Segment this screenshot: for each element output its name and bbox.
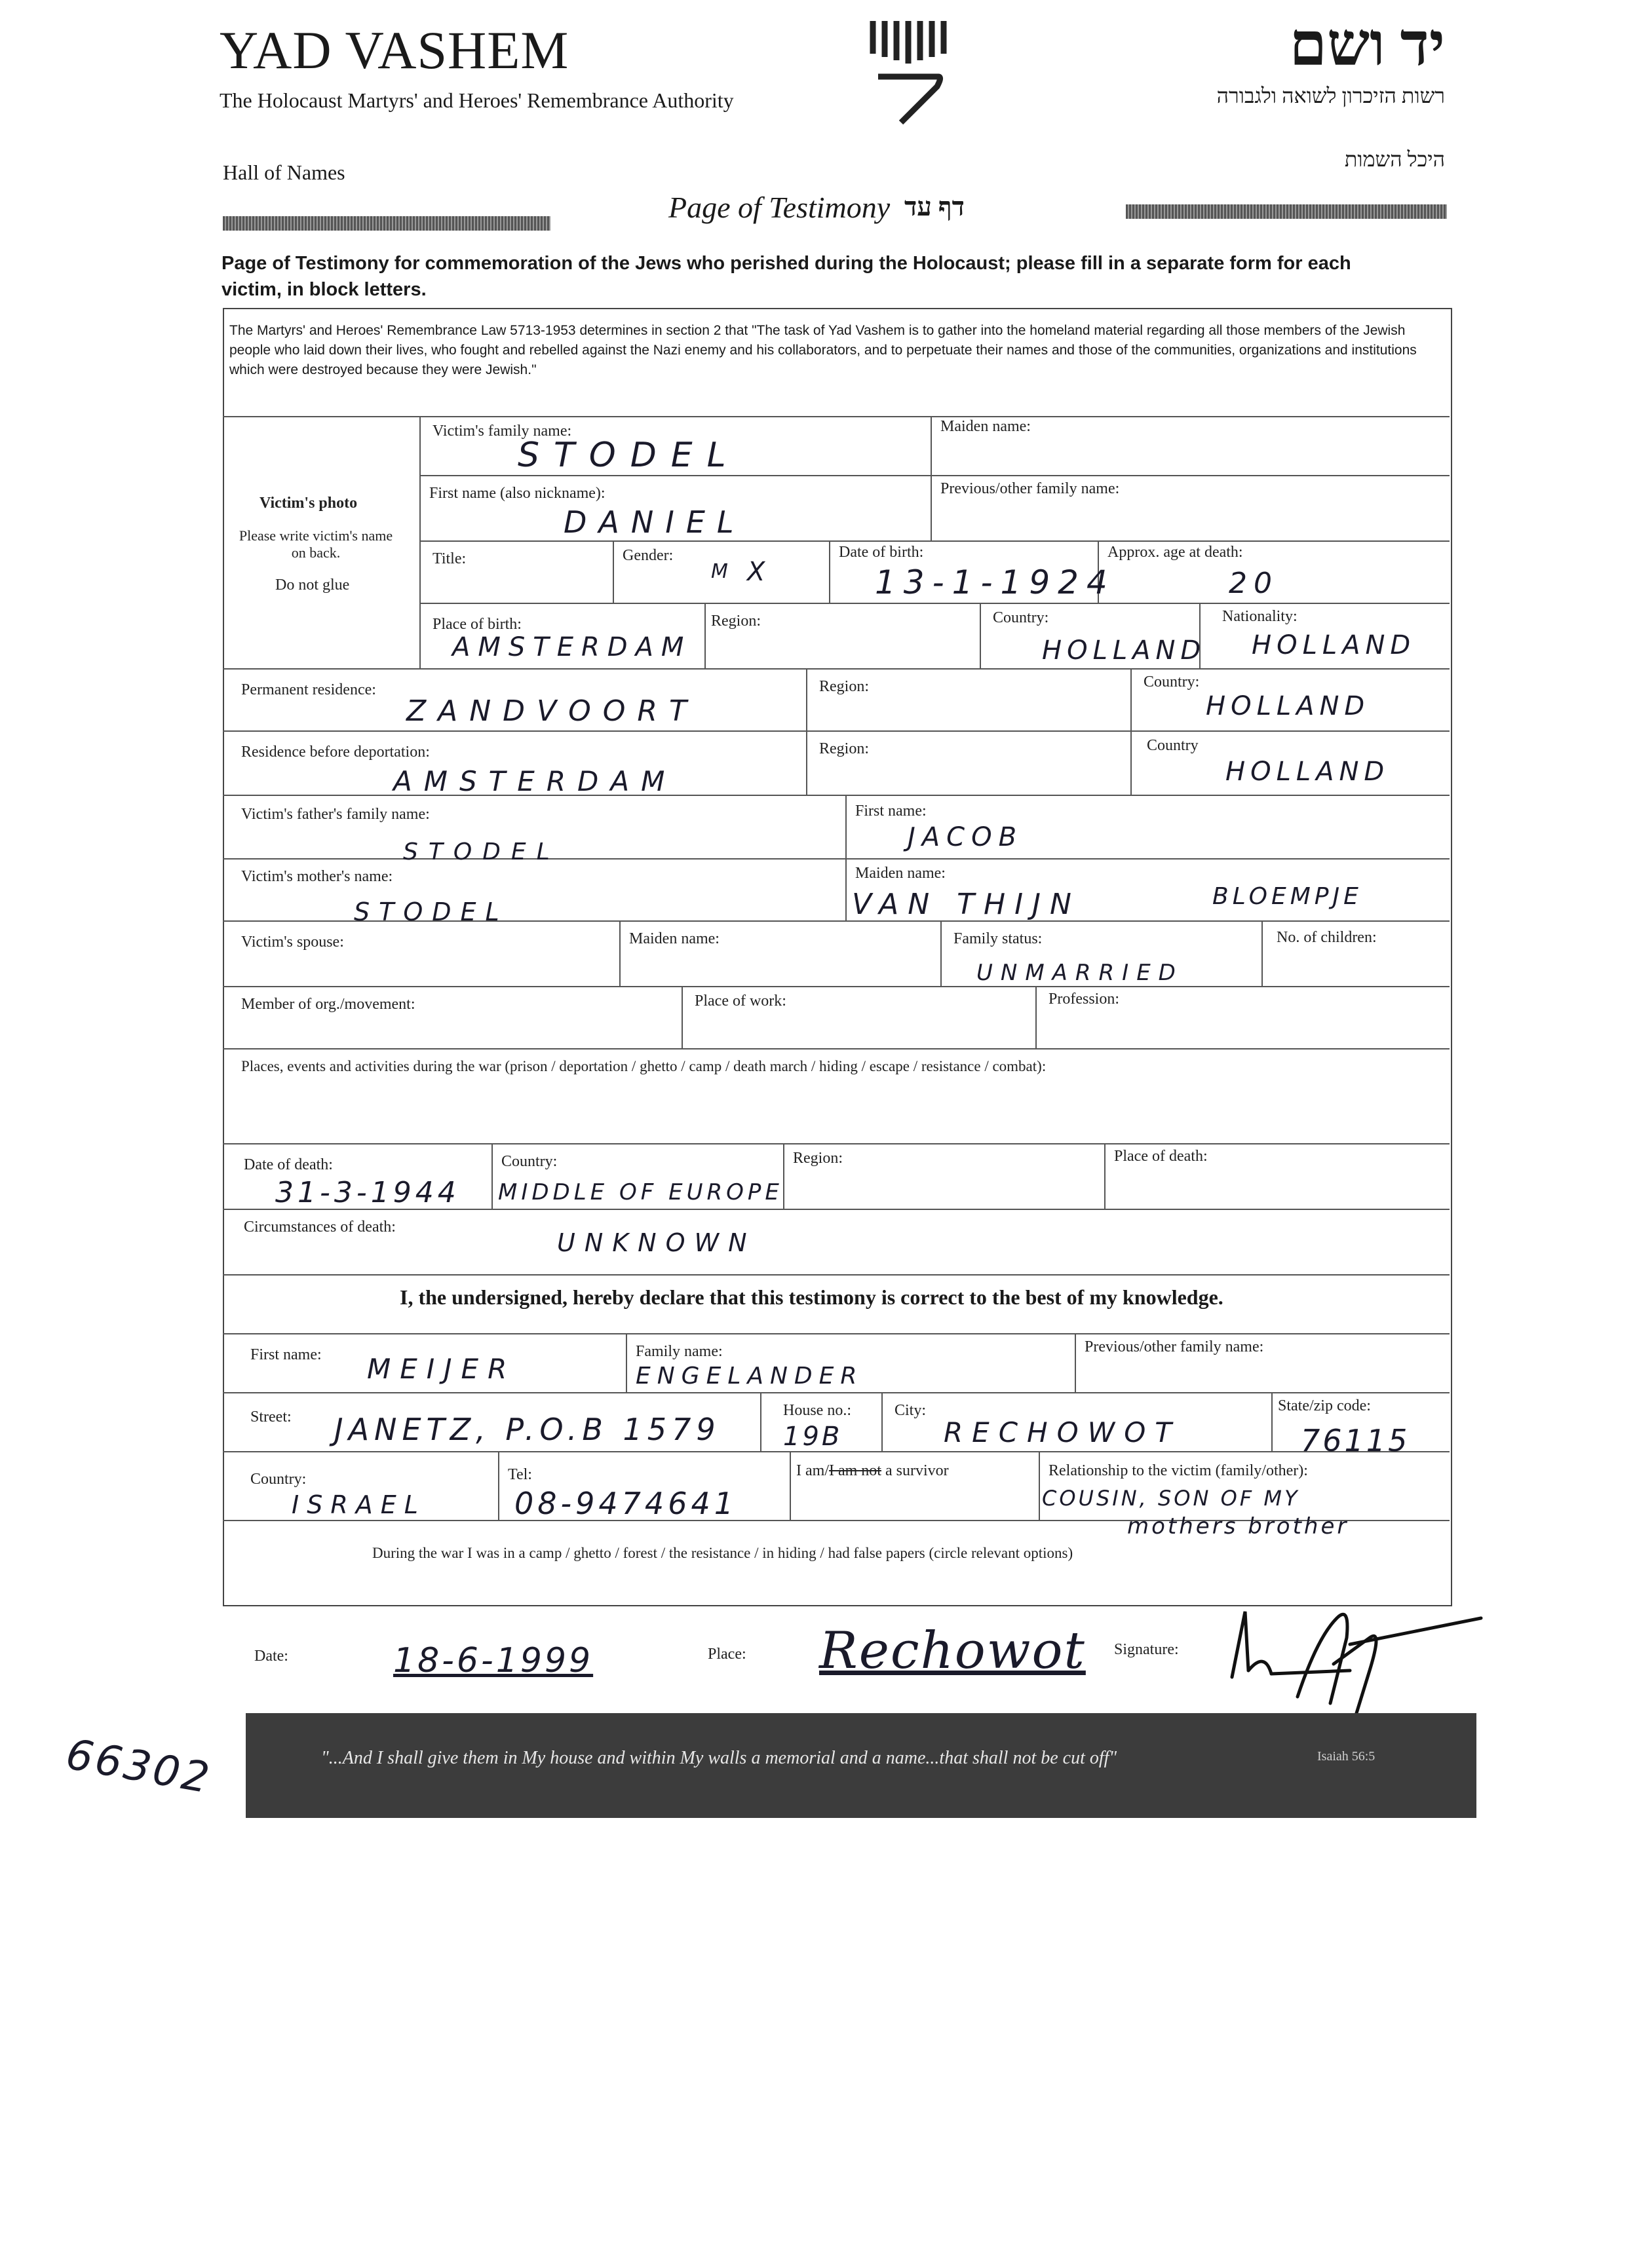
label-survivor <box>796 1462 949 1480</box>
label-signature: Signature: <box>1114 1641 1179 1658</box>
label-country: Country: <box>993 609 1049 626</box>
value-perm-residence[interactable]: ZANDVOORT <box>406 694 699 728</box>
label-title: Title: <box>433 550 467 567</box>
divider <box>223 1333 1450 1334</box>
divider <box>498 1451 499 1520</box>
divider <box>223 730 1450 732</box>
photo-title: Victim's photo <box>260 495 358 512</box>
value-zip[interactable]: 76115 <box>1301 1423 1410 1458</box>
hall-of-names: Hall of Names <box>223 161 345 184</box>
value-gender[interactable]: M <box>711 560 735 583</box>
divider <box>626 1333 627 1392</box>
divider <box>1130 668 1132 796</box>
divider <box>829 540 830 603</box>
label-place-of-death: Place of death: <box>1114 1148 1208 1165</box>
divider <box>223 668 1450 670</box>
header-bar-right <box>1126 204 1447 219</box>
label-spouse: Victim's spouse: <box>241 934 344 951</box>
label-date: Date: <box>254 1648 288 1665</box>
label-family-status: Family status: <box>953 930 1043 947</box>
label-place-of-birth: Place of birth: <box>433 616 522 633</box>
org-subtitle-hebrew: רשות הזיכרון לשואה ולגבורה <box>1216 84 1445 107</box>
label-first-name: First name (also nickname): <box>429 485 606 502</box>
divider <box>619 920 621 986</box>
divider <box>980 603 981 668</box>
label-street: Street: <box>250 1408 292 1426</box>
declaration: I, the undersigned, hereby declare that this testimony is correct to the best of my knowledge. <box>400 1285 1223 1309</box>
divider <box>419 603 1450 604</box>
label-city: City: <box>894 1402 927 1419</box>
survivor-am: I am/ <box>796 1462 829 1479</box>
org-title: YAD VASHEM <box>220 20 569 80</box>
label-father-family: Victim's father's family name: <box>241 806 430 823</box>
divider <box>1039 1451 1040 1520</box>
value-family-status[interactable]: UNMARRIED <box>976 960 1183 986</box>
value-relationship-1[interactable]: COUSIN, SON OF MY <box>1042 1486 1300 1511</box>
label-country: Country <box>1147 737 1199 754</box>
label-date-of-death: Date of death: <box>244 1156 333 1173</box>
divider <box>223 1143 1450 1144</box>
divider <box>1271 1392 1273 1451</box>
label-spouse-maiden: Maiden name: <box>629 930 720 947</box>
divider <box>419 475 1450 476</box>
org-title-hebrew: יד ושם <box>1289 11 1445 78</box>
photo-hint: Please write victim's name on back. <box>239 527 393 561</box>
value-submitter-country[interactable]: ISRAEL <box>292 1490 426 1519</box>
law-text: The Martyrs' and Heroes' Remembrance Law 5713-1953 determines in section 2 that "The task of Yad Vashem is to gather into the homeland material regarding all those members of the Jewish people who laid down their lives, who fought and rebelled against the Nazi enemy and his collaborators, and to perpetuate their names and those of the communities, organizations and institutions which were destroyed because they were Jewish." <box>229 323 1417 377</box>
survivor-rest: a survivor <box>881 1462 949 1479</box>
divider <box>223 416 1450 417</box>
label-prev-family-name: Previous/other family name: <box>940 480 1120 497</box>
label-submitter-family: Family name: <box>636 1343 723 1360</box>
label-places-events: Places, events and activities during the war (prison / deportation / ghetto / camp / death march / hiding / escape / resistance / combat): <box>241 1058 1047 1074</box>
divider <box>223 1392 1450 1393</box>
label-mother-name: Victim's mother's name: <box>241 868 393 885</box>
divider <box>419 416 421 668</box>
label-perm-residence: Permanent residence: <box>241 681 376 698</box>
divider <box>704 603 706 668</box>
value-submitter-first[interactable]: MEIJER <box>367 1353 516 1385</box>
label-submitter-first: First name: <box>250 1346 322 1363</box>
label-gender: Gender: <box>623 547 674 564</box>
label-age: Approx. age at death: <box>1107 544 1243 561</box>
label-country: Country: <box>1144 673 1200 690</box>
label-maiden-name: Maiden name: <box>940 418 1031 435</box>
label-place: Place: <box>708 1646 746 1663</box>
label-zip: State/zip code: <box>1278 1397 1371 1414</box>
form-title-hebrew: דף עד <box>904 192 965 221</box>
value-place[interactable]: Rechowot <box>819 1621 1086 1680</box>
divider <box>806 668 807 796</box>
divider <box>419 540 1450 542</box>
value-father-family[interactable]: STODEL <box>403 839 560 865</box>
footer-quote: "...And I shall give them in My house and within My walls a memorial and a name...that shall not be cut off" <box>321 1748 1117 1768</box>
menorah-logo <box>865 14 957 132</box>
divider <box>613 540 614 603</box>
value-age[interactable]: 20 <box>1229 567 1279 600</box>
label-nationality: Nationality: <box>1222 608 1298 625</box>
value-place-of-birth[interactable]: AMSTERDAM <box>452 632 692 662</box>
value-perm-country[interactable]: HOLLAND <box>1206 691 1370 721</box>
divider <box>1104 1143 1106 1209</box>
value-date[interactable]: 18-6-1999 <box>393 1641 594 1680</box>
value-first-name[interactable]: DANIEL <box>564 504 746 540</box>
divider <box>881 1392 883 1451</box>
divider <box>760 1392 761 1451</box>
value-date-of-death[interactable]: 31-3-1944 <box>275 1176 460 1209</box>
divider <box>845 795 847 920</box>
survivor-struck: I am not <box>828 1462 881 1479</box>
label-place-of-work: Place of work: <box>695 992 786 1010</box>
form-title: Page of Testimony <box>668 191 891 224</box>
label-region: Region: <box>819 678 869 695</box>
label-region: Region: <box>711 613 761 630</box>
label-dob: Date of birth: <box>839 544 924 561</box>
value-death-country[interactable]: MIDDLE OF EUROPE <box>498 1179 783 1205</box>
value-house-no[interactable]: 19B <box>783 1422 843 1452</box>
value-mother-maiden[interactable]: VAN THIJN <box>852 888 1081 921</box>
header-bar-left <box>223 216 550 231</box>
signature-mark <box>1219 1598 1494 1716</box>
value-dob[interactable]: 13-1-1924 <box>875 563 1115 601</box>
label-region: Region: <box>793 1150 843 1167</box>
value-father-first[interactable]: JACOB <box>908 822 1024 852</box>
org-subtitle: The Holocaust Martyrs' and Heroes' Remembrance Authority <box>220 88 734 112</box>
label-circumstances: Circumstances of death: <box>244 1219 396 1236</box>
label-profession: Profession: <box>1048 991 1119 1008</box>
value-mother-name[interactable]: STODEL <box>354 898 509 926</box>
label-submitter-country: Country: <box>250 1471 307 1488</box>
value-birth-country[interactable]: HOLLAND <box>1042 635 1206 666</box>
intro-text: Page of Testimony for commemoration of the Jews who perished during the Holocaust; please fill in a separate form for each victim, in block letters. <box>221 253 1351 300</box>
value-relationship-2[interactable]: mothers brother <box>1127 1513 1349 1540</box>
label-house-no: House no.: <box>783 1402 851 1419</box>
divider <box>790 1451 791 1520</box>
value-mother-first[interactable]: BLOEMPJE <box>1212 883 1362 910</box>
value-residence-country[interactable]: HOLLAND <box>1225 757 1390 787</box>
label-region: Region: <box>819 740 869 757</box>
margin-number: 66302 <box>62 1730 216 1804</box>
value-submitter-family[interactable]: ENGELANDER <box>636 1363 864 1389</box>
label-family-name: Victim's family name: <box>433 423 572 440</box>
divider <box>223 1048 1450 1049</box>
value-circumstances[interactable]: UNKNOWN <box>557 1228 756 1257</box>
value-street[interactable]: JANETZ, P.O.B 1579 <box>334 1412 721 1447</box>
hall-of-names-hebrew: היכל השמות <box>1344 147 1445 171</box>
value-residence-before[interactable]: AMSTERDAM <box>393 765 677 797</box>
label-mother-maiden: Maiden name: <box>855 865 946 882</box>
value-nationality[interactable]: HOLLAND <box>1252 630 1416 660</box>
label-relationship: Relationship to the victim (family/other): <box>1048 1462 1308 1479</box>
label-tel: Tel: <box>508 1466 532 1483</box>
divider <box>223 986 1450 987</box>
label-member-org: Member of org./movement: <box>241 996 415 1013</box>
label-submitter-prev: Previous/other family name: <box>1085 1338 1264 1355</box>
divider <box>1261 920 1263 986</box>
divider <box>682 986 683 1048</box>
label-children: No. of children: <box>1277 929 1377 946</box>
divider <box>940 920 942 986</box>
value-city[interactable]: RECHOWOT <box>944 1416 1181 1448</box>
label-country: Country: <box>501 1153 558 1170</box>
value-family-name[interactable]: STODEL <box>518 436 741 475</box>
value-tel[interactable]: 08-9474641 <box>514 1486 737 1521</box>
divider <box>491 1143 493 1209</box>
divider <box>1035 986 1037 1048</box>
during-war-text: During the war I was in a camp / ghetto / forest / the resistance / in hiding / had false papers (circle relevant options) <box>372 1545 1073 1561</box>
divider <box>931 416 932 540</box>
label-residence-before: Residence before deportation: <box>241 744 430 761</box>
divider <box>223 1274 1450 1276</box>
divider <box>1075 1333 1076 1392</box>
divider <box>783 1143 784 1209</box>
footer-source: Isaiah 56:5 <box>1317 1749 1375 1764</box>
label-father-first: First name: <box>855 803 927 820</box>
photo-no-glue: Do not glue <box>275 576 350 594</box>
gender-check-mark: X <box>747 557 772 587</box>
